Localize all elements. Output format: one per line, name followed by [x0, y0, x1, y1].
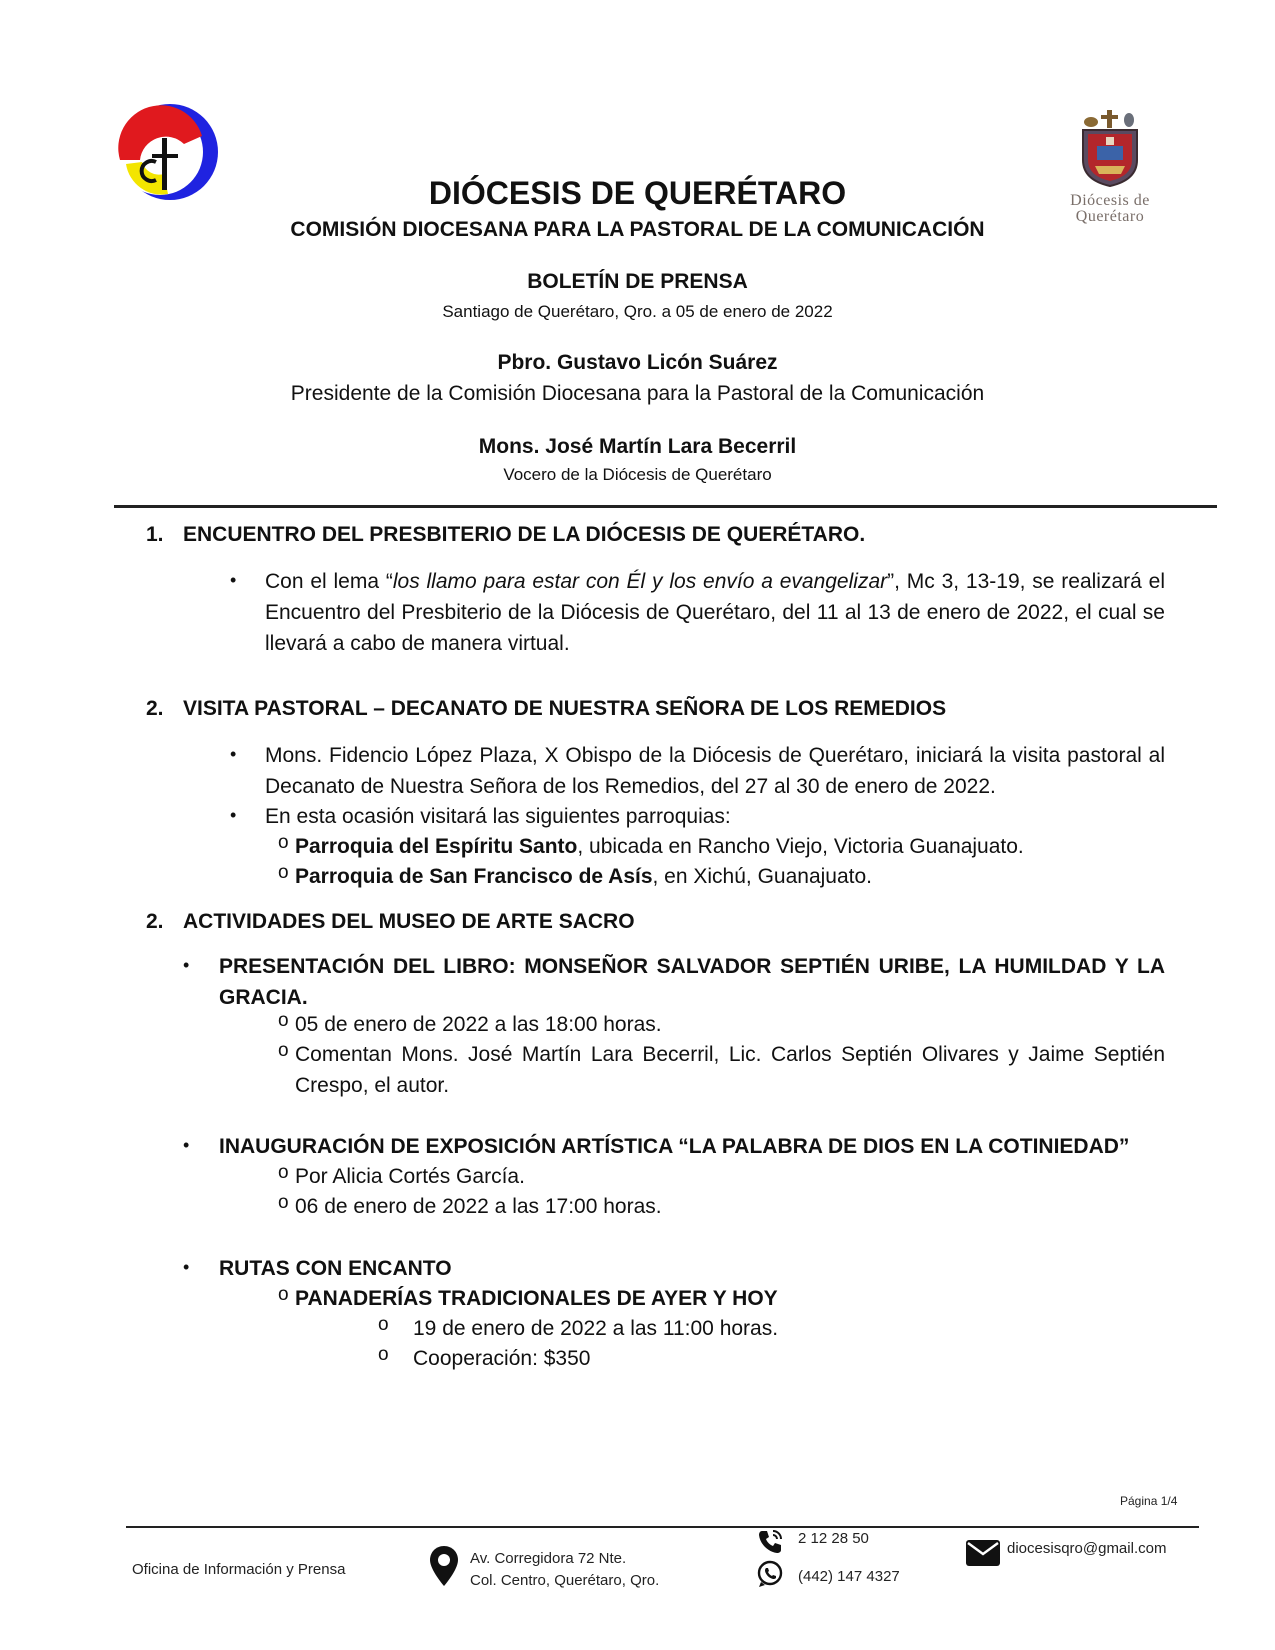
diocese-caption-line2: Querétaro	[1075, 208, 1145, 225]
activity-3-title: RUTAS CON ENCANTO	[219, 1257, 452, 1280]
section-1-heading: ENCUENTRO DEL PRESBITERIO DE LA DIÓCESIS DE QUERÉTARO.	[183, 523, 866, 546]
activity-1-title: PRESENTACIÓN DEL LIBRO: MONSEÑOR SALVADOR SEPTIÉN URIBE, LA HUMILDAD Y LA GRACIA.	[219, 955, 1165, 1009]
activity-3-date: 19 de enero de 2022 a las 11:00 horas.	[413, 1317, 779, 1340]
activity-1-commentators: Comentan Mons. José Martín Lara Becerril, Lic. Carlos Septién Olivares y Jaime Septién Crespo, el autor.	[295, 1043, 1165, 1097]
whatsapp-icon	[756, 1560, 784, 1593]
page-number: Página 1/4	[1120, 1494, 1178, 1508]
sub-bullet-marker: o	[278, 1040, 289, 1061]
header-divider	[114, 505, 1217, 508]
footer-email[interactable]: diocesisqro@gmail.com	[1007, 1540, 1167, 1557]
footer-phone-2: (442) 147 4327	[798, 1568, 900, 1585]
activity-3-subtitle: PANADERÍAS TRADICIONALES DE AYER Y HOY	[295, 1287, 778, 1310]
bullet-marker: •	[183, 1135, 190, 1155]
diocese-caption-line1: Diócesis de	[1070, 192, 1150, 209]
bulletin-date: Santiago de Querétaro, Qro. a 05 de enero de 2022	[442, 302, 833, 321]
section-1-paragraph	[265, 566, 1165, 659]
section-1-para-suffix: ”, Mc 3, 13-19, se realizará el Encuentro del Presbiterio de la Diócesis de Querétaro, del 11 al 13 de enero de 2022, el cual se llevará a cabo de manera virtual.	[265, 570, 1165, 655]
phone-icon	[756, 1528, 784, 1561]
section-2-number: 2.	[146, 697, 164, 720]
section-3-number: 2.	[146, 910, 164, 933]
activity-2-date: 06 de enero de 2022 a las 17:00 horas.	[295, 1195, 662, 1218]
footer-office: Oficina de Información y Prensa	[132, 1561, 346, 1578]
sub-bullet-marker: o	[378, 1344, 389, 1365]
bullet-marker: •	[230, 805, 237, 825]
section-3-heading: ACTIVIDADES DEL MUSEO DE ARTE SACRO	[183, 910, 635, 933]
parish-item	[295, 861, 872, 892]
commission-subtitle: COMISIÓN DIOCESANA PARA LA PASTORAL DE LA COMUNICACIÓN	[290, 218, 985, 241]
parish-location: , ubicada en Rancho Viejo, Victoria Guanajuato.	[577, 835, 1024, 858]
section-1-para-prefix: Con el lema “	[265, 570, 393, 593]
section-2-heading: VISITA PASTORAL – DECANATO DE NUESTRA SEÑORA DE LOS REMEDIOS	[183, 697, 947, 720]
parish-item	[295, 831, 1024, 862]
sub-bullet-marker: o	[278, 862, 289, 883]
section-1-motto: los llamo para estar con Él y los envío a evangelizar	[392, 570, 888, 593]
activity-3-cost: Cooperación: $350	[413, 1347, 591, 1370]
president-name: Pbro. Gustavo Licón Suárez	[497, 351, 778, 374]
sub-bullet-marker: o	[378, 1314, 389, 1335]
section-1-number: 1.	[146, 523, 164, 546]
sub-bullet-marker: o	[278, 832, 289, 853]
parish-location: , en Xichú, Guanajuato.	[652, 865, 873, 888]
mail-icon	[966, 1540, 1000, 1571]
sub-bullet-marker: o	[278, 1192, 289, 1213]
bulletin-heading: BOLETÍN DE PRENSA	[527, 270, 748, 293]
sub-bullet-marker: o	[278, 1010, 289, 1031]
footer-divider	[126, 1526, 1199, 1528]
bullet-marker: •	[183, 955, 190, 975]
bullet-marker: •	[183, 1257, 190, 1277]
parish-name: Parroquia del Espíritu Santo	[295, 835, 578, 858]
sub-bullet-marker: o	[278, 1284, 289, 1305]
location-pin-icon	[430, 1546, 458, 1591]
footer-address-line2: Col. Centro, Querétaro, Qro.	[470, 1572, 660, 1589]
section-2-bullet-1: Mons. Fidencio López Plaza, X Obispo de la Diócesis de Querétaro, iniciará la visita pastoral al Decanato de Nuestra Señora de los Remedios, del 27 al 30 de enero de 2022.	[265, 744, 1165, 798]
activity-1-date: 05 de enero de 2022 a las 18:00 horas.	[295, 1013, 662, 1036]
activity-2-artist: Por Alicia Cortés García.	[295, 1165, 525, 1188]
sub-bullet-marker: o	[278, 1162, 289, 1183]
activity-2-title: INAUGURACIÓN DE EXPOSICIÓN ARTÍSTICA “LA PALABRA DE DIOS EN LA COTINIEDAD”	[219, 1135, 1130, 1158]
page-title: DIÓCESIS DE QUERÉTARO	[428, 175, 847, 211]
footer-address-line1: Av. Corregidora 72 Nte.	[470, 1550, 627, 1567]
spokesman-role: Vocero de la Diócesis de Querétaro	[503, 465, 772, 484]
president-role: Presidente de la Comisión Diocesana para la Pastoral de la Comunicación	[290, 382, 985, 405]
bullet-marker: •	[230, 570, 237, 590]
footer-phone-1: 2 12 28 50	[798, 1530, 869, 1547]
spokesman-name: Mons. José Martín Lara Becerril	[478, 435, 797, 458]
section-2-bullet-2: En esta ocasión visitará las siguientes parroquias:	[265, 805, 731, 828]
parish-name: Parroquia de San Francisco de Asís	[295, 865, 653, 888]
bullet-marker: •	[230, 744, 237, 764]
